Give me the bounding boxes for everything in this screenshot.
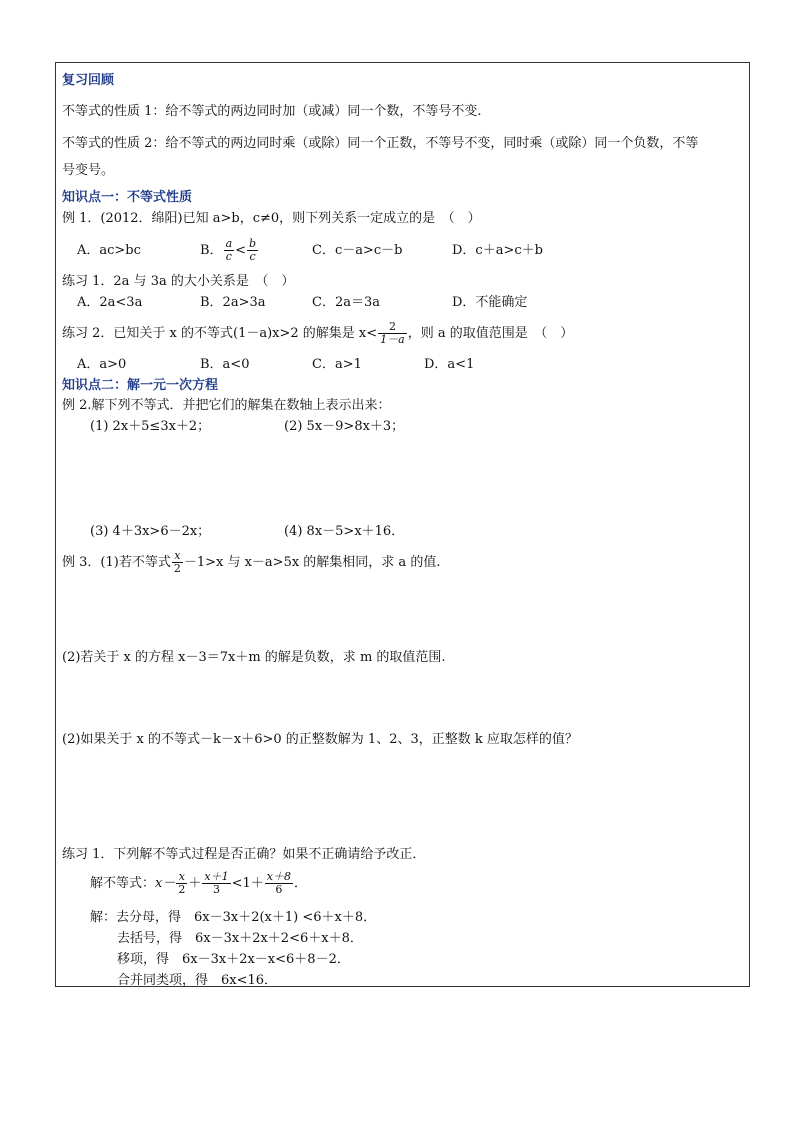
fraction-a-over-c [224,238,235,263]
ex1-option-d: D．c＋a>c＋b [452,243,543,258]
ex3-p1-b: －1>x 与 x－a>5x 的解集相同，求 a 的值. [183,555,441,570]
practice-2-stem [62,317,573,351]
term-x: x－ [155,876,176,891]
pr2-option-c: C．a>1 [312,357,362,372]
review-heading: 复习回顾 [62,73,115,88]
inequality-to-solve [90,867,307,901]
fraction-b-over-c [247,238,258,263]
property-2-line2: 号变号。 [62,163,115,178]
solve-label: 解不等式： [90,876,156,891]
ex2-problem-3: (3) 4＋3x>6－2x； [90,524,211,539]
practice-2-stem-a: 练习 2．已知关于 x 的不等式(1－a)x>2 的解集是 x< [62,326,378,341]
frac-den: 1－a [380,333,405,346]
period: ． [293,876,307,891]
fraction-x-over-2 [172,550,183,575]
pr1-option-d: D．不能确定 [452,295,528,310]
fraction-x-over-2 [176,871,187,896]
example-1-stem: 例 1．(2012．绵阳)已知 a>b，c≠0，则下列关系一定成立的是 （ ） [62,211,481,226]
ex1-option-a: A．ac>bc [77,243,141,258]
ex2-problem-4: (4) 8x－5>x＋16． [284,524,405,539]
frac-num: x [172,550,183,563]
kp1-heading: 知识点一：不等式性质 [62,190,193,205]
example-3-part-1 [62,546,440,580]
pr2-option-d: D．a<1 [424,357,475,372]
frac-num: a [225,237,233,250]
frac-num: x＋8 [266,870,291,883]
kp2-heading: 知识点二：解一元一次方程 [62,378,219,393]
frac-num: x [176,871,187,884]
ex2-problem-2: (2) 5x－9>8x＋3； [284,419,405,434]
frac-num: x＋1 [204,870,229,883]
property-2-line1: 不等式的性质 2：给不等式的两边同时乘（或除）同一个正数，不等号不变，同时乘（或除）同一个负数，不等 [62,136,699,151]
example-3-part-2: (2)若关于 x 的方程 x－3＝7x＋m 的解是负数，求 m 的取值范围. [62,650,446,665]
pr1-option-a: A．2a<3a [77,295,143,310]
frac-den: 2 [173,562,181,575]
practice-kp2-stem: 练习 1．下列解不等式过程是否正确？如果不正确请给予改正． [62,847,426,862]
frac-den: c [225,250,232,263]
fraction-x-plus-1-over-3 [202,871,230,896]
solution-step-3: 移项，得 6x－3x＋2x－x<6＋8－2． [117,952,350,967]
fraction-x-plus-8-over-6 [265,871,293,896]
pr2-option-a: A．a>0 [77,357,127,372]
ex2-problem-1: (1) 2x＋5≤3x＋2； [90,419,211,434]
frac-den: 2 [178,883,186,896]
ex3-p1-a: 例 3．(1)若不等式 [62,555,171,570]
practice-1-stem: 练习 1．2a 与 3a 的大小关系是 （ ） [62,274,295,289]
example-2-stem: 例 2.解下列不等式．并把它们的解集在数轴上表示出来： [62,398,391,413]
solution-step-2: 去括号，得 6x－3x＋2x＋2<6＋x＋8． [117,931,363,946]
example-3-part-3: (2)如果关于 x 的不等式－k－x＋6>0 的正整数解为 1、2、3，正整数 k 应取怎样的值？ [62,732,578,747]
ex1-option-b-label: B． [200,243,223,258]
pr1-option-b: B．2a>3a [200,295,266,310]
frac-num: 2 [378,321,407,334]
less-than-one-plus: <1＋ [231,876,264,891]
frac-den: 3 [212,883,220,896]
fraction-2-over-1-minus-a [378,321,407,346]
plus-sign: ＋ [188,876,202,891]
solution-step-4: 合并同类项，得 6x<16． [117,973,278,988]
property-1: 不等式的性质 1：给不等式的两边同时加（或减）同一个数，不等号不变. [62,104,482,119]
frac-den: 6 [275,883,283,896]
pr1-option-c: C．2a＝3a [312,295,380,310]
solution-step-1: 解：去分母，得 6x－3x＋2(x＋1) <6＋x＋8． [90,910,377,925]
practice-2-stem-b: ，则 a 的取值范围是 （ ） [407,326,574,341]
frac-num: b [249,237,257,250]
less-than-sign: < [235,243,247,258]
pr2-option-b: B．a<0 [200,357,250,372]
frac-den: c [249,250,256,263]
ex1-option-b [200,234,259,268]
ex1-option-c: C．c－a>c－b [312,243,403,258]
